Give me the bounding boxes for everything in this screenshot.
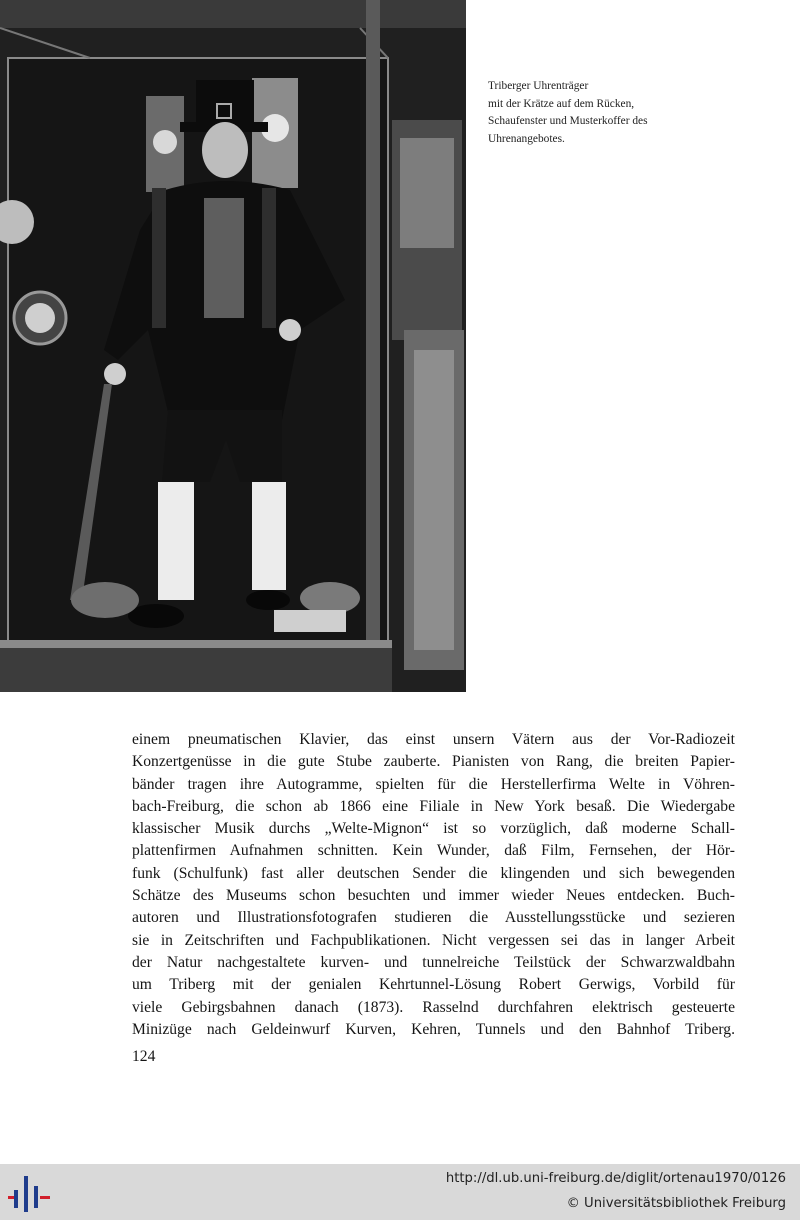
body-line: autoren und Illustrationsfotografen studieren die Ausstellungsstücke und sezieren [132,909,735,927]
museum-photo [0,0,466,692]
caption-line: mit der Krätze auf dem Rücken, [488,97,635,110]
body-line: klassischer Musik durchs „Welte-Mignon“ ist so vorzüglich, daß moderne Schall- [132,820,735,838]
caption-line: Triberger Uhrenträger [488,80,589,92]
body-line: Konzertgenüsse in die gute Stube zauberte. Pianisten von Rang, die breiten Papier- [132,753,735,771]
clock-carrier-figure-image [0,0,466,692]
page-number: 124 [132,1048,156,1065]
body-line: viele Gebirgsbahnen danach (1873). Rasselnd durchfahren elektrisch gesteuerte [132,998,735,1016]
footer-bar [0,1164,800,1220]
caption-line: Schaufenster und Musterkoffer des [488,115,648,128]
body-line: bänder tragen ihre Autogramme, spielten für die Herstellerfirma Welte in Vöhren- [132,775,735,793]
body-paragraph [132,729,735,1041]
body-line: sie in Zeitschriften und Fachpublikationen. Nicht vergessen sei das in langer Arbeit [132,931,735,949]
body-line: um Triberg mit der genialen Kehrtunnel-Lösung Robert Gerwigs, Vorbild für [132,976,735,994]
body-line: einem pneumatischen Klavier, das einst unsern Vätern aus der Vor-Radiozeit [132,731,735,748]
body-line: funk (Schulfunk) fast aller deutschen Sender die klingenden und sich bewegenden [132,864,735,882]
document-url-link[interactable]: http://dl.ub.uni-freiburg.de/diglit/ortenau1970/0126 [445,1171,786,1186]
copyright-notice: © Universitätsbibliothek Freiburg [566,1196,786,1211]
body-line: bach-Freiburg, die schon ab 1866 eine Filiale in New York besaß. Die Wiedergabe [132,797,735,815]
caption-line: Uhrenangebotes. [488,132,565,145]
body-line: plattenfirmen Aufnahmen schnitten. Kein Wunder, daß Film, Fernsehen, der Hör- [132,842,735,860]
university-library-logo-icon [8,1174,52,1214]
body-line: der Natur nachgestaltete kurven- und tunnelreiche Teilstück der Schwarzwaldbahn [132,953,735,971]
photo-caption [488,78,788,148]
body-line: Minizüge nach Geldeinwurf Kurven, Kehren, Tunnels und den Bahnhof Triberg. [132,1020,735,1038]
body-line: Schätze des Museums schon besuchten und immer wieder Neues entdecken. Buch- [132,887,735,905]
